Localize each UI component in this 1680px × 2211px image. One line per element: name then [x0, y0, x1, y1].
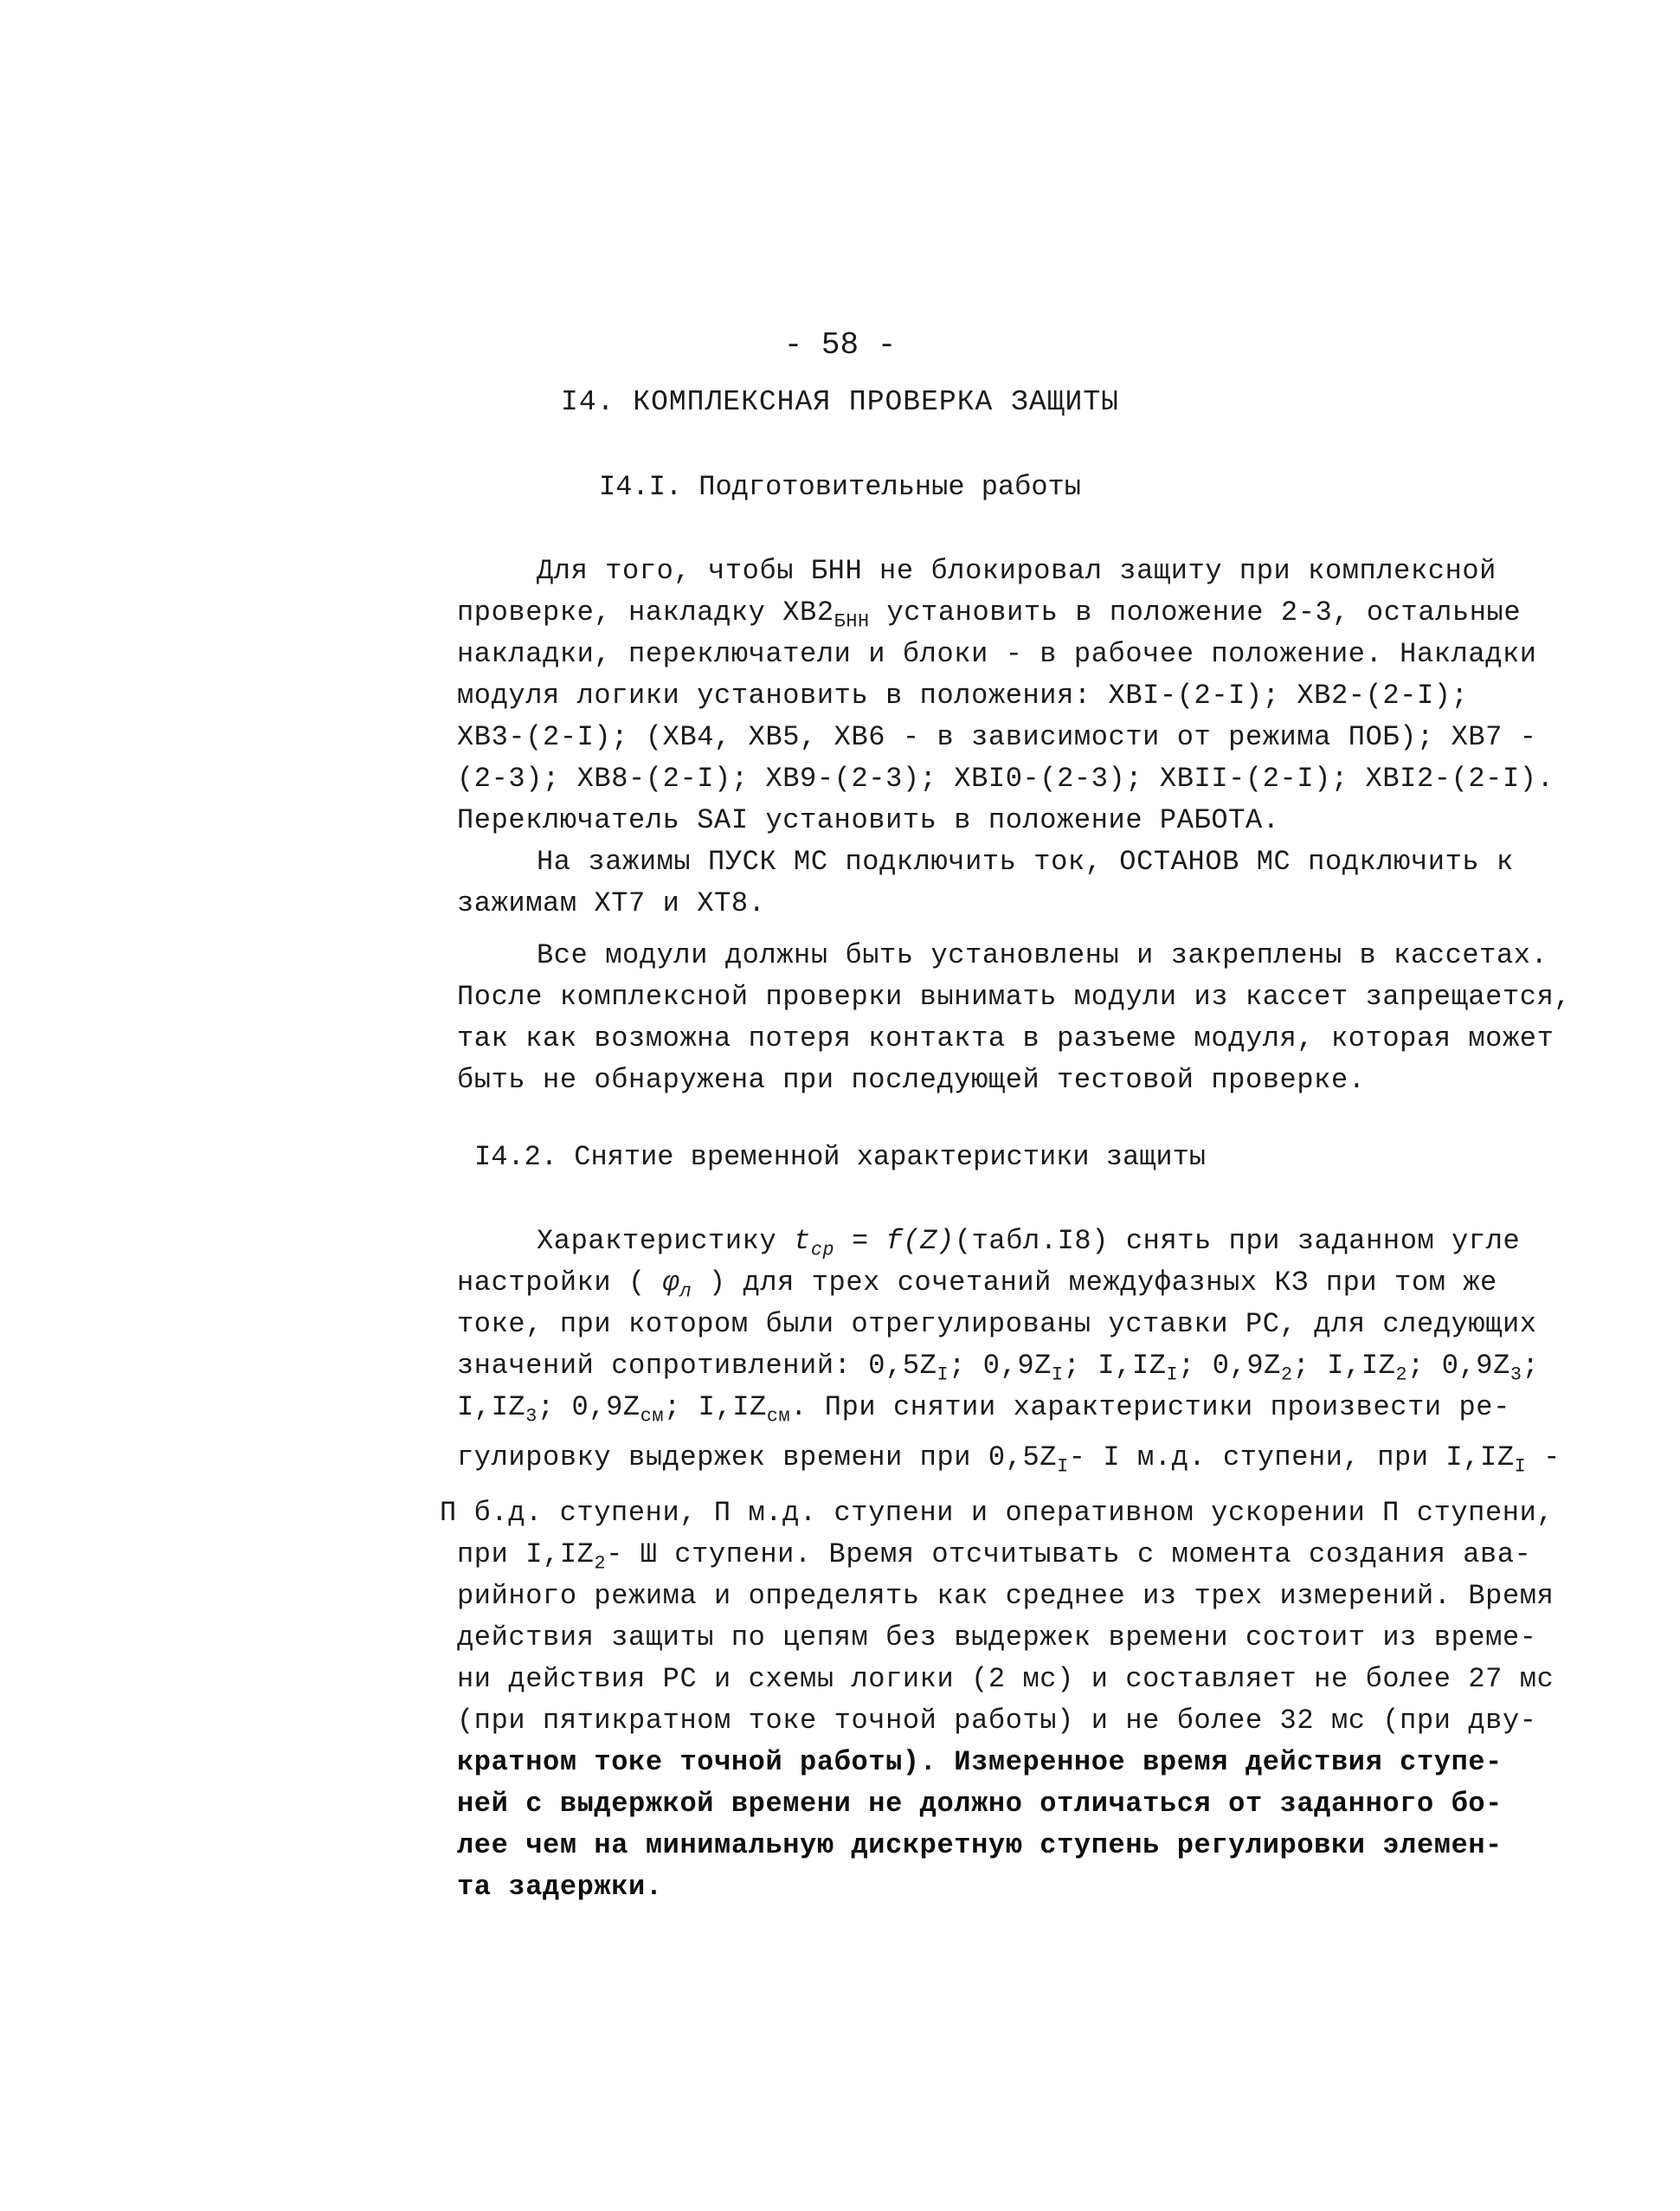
subscript: 2 — [1280, 1363, 1293, 1386]
paragraph-line — [457, 1390, 1510, 1434]
paragraph-line: рийного режима и определять как среднее из трех измерений. Время — [457, 1580, 1554, 1612]
text-fragment: (табл.I8) снять при заданном угле — [954, 1225, 1521, 1257]
subscript: I — [1051, 1363, 1064, 1386]
paragraph-line: модуля логики установить в положения: XBI-(2-I); XB2-(2-I); — [457, 680, 1469, 712]
subscript: 2 — [594, 1552, 607, 1575]
subscript: л — [679, 1280, 692, 1303]
subscript: I — [1057, 1455, 1069, 1478]
formula-symbol: φ — [662, 1267, 680, 1299]
paragraph-line: (2-3); XB8-(2-I); XB9-(2-3); XBI0-(2-3); XBII-(2-I); XBI2-(2-I). — [457, 763, 1554, 795]
subscript: БНН — [834, 610, 870, 633]
text-fragment: гулировку выдержек времени при 0,5Z — [457, 1441, 1058, 1473]
paragraph-line: Переключатель SAI установить в положение РАБОТА. — [457, 804, 1280, 836]
text-fragment: установить в положение 2-3, остальные — [869, 596, 1522, 628]
text-fragment: ; I,IZ — [664, 1391, 767, 1423]
paragraph-line: накладки, переключатели и блоки - в рабочее положение. Накладки — [457, 638, 1537, 670]
paragraph-line: П б.д. ступени, П м.д. ступени и оперативном ускорении П ступени, — [440, 1497, 1554, 1529]
paragraph-line: та задержки. — [457, 1871, 663, 1903]
subscript: 2 — [1395, 1363, 1408, 1386]
paragraph-line — [537, 1224, 1520, 1267]
paragraph-line: После комплексной проверки вынимать модули из кассет запрещается, — [457, 981, 1572, 1013]
paragraph-line: ни действия РС и схемы логики (2 мс) и составляет не более 27 мс — [457, 1663, 1554, 1695]
paragraph-line: Для того, чтобы БНН не блокировал защиту при комплексной — [537, 555, 1497, 587]
subscript: I — [937, 1363, 949, 1386]
paragraph-line — [457, 1266, 1497, 1309]
text-fragment: - — [1526, 1441, 1561, 1473]
text-fragment: - Ш ступени. Время отсчитывать с момента создания ава- — [606, 1538, 1532, 1570]
text-fragment: проверке, накладку XB2 — [457, 596, 834, 628]
text-fragment: I,IZ — [457, 1391, 526, 1423]
text-fragment: ; 0,9Z — [949, 1350, 1052, 1382]
paragraph-line: так как возможна потеря контакта в разъеме модуля, которая может — [457, 1022, 1554, 1054]
paragraph-line — [457, 1537, 1531, 1581]
text-fragment: ; 0,9Z — [537, 1391, 640, 1423]
subsection-title: I4.I. Подготовительные работы — [599, 471, 1081, 503]
subsection-title: I4.2. Снятие временной характеристики защиты — [474, 1141, 1206, 1173]
section-title: I4. КОМПЛЕКСНАЯ ПРОВЕРКА ЗАЩИТЫ — [561, 386, 1119, 418]
subscript: ср — [810, 1239, 835, 1261]
text-fragment: ; 0,9Z — [1178, 1350, 1281, 1382]
paragraph-line: кратном токе точной работы). Измеренное время действия ступе- — [457, 1746, 1503, 1778]
paragraph-line: ней с выдержкой времени не должно отличаться от заданного бо- — [457, 1788, 1503, 1820]
paragraph-line: (при пятикратном токе точной работы) и не более 32 мс (при дву- — [457, 1705, 1537, 1737]
paragraph-line: Все модули должны быть установлены и закреплены в кассетах. — [537, 939, 1548, 971]
paragraph-line — [457, 1441, 1561, 1484]
text-fragment: значений сопротивлений: 0,5Z — [457, 1350, 937, 1382]
subscript: 3 — [1509, 1363, 1522, 1386]
subscript: см — [640, 1405, 665, 1428]
formula-symbol: t — [794, 1225, 811, 1257]
subscript: I — [1514, 1455, 1527, 1478]
page-number: - 58 - — [783, 327, 897, 363]
subscript: 3 — [525, 1405, 537, 1428]
text-fragment: ; 0,9Z — [1407, 1350, 1510, 1382]
paragraph-line: действия защиты по цепям без выдержек времени состоит из време- — [457, 1621, 1537, 1653]
text-fragment: ) для трех сочетаний междуфазных КЗ при том же — [692, 1267, 1497, 1299]
text-fragment: = — [834, 1225, 886, 1257]
paragraph-line: зажимам XT7 и XT8. — [457, 887, 766, 919]
text-fragment: - I м.д. ступени, при I,IZ — [1068, 1441, 1515, 1473]
text-fragment: . При снятии характеристики произвести ре- — [790, 1391, 1510, 1423]
paragraph-line: лее чем на минимальную дискретную ступень регулировки элемен- — [457, 1829, 1503, 1861]
paragraph-line: XB3-(2-I); (XB4, XB5, XB6 - в зависимости от режима ПОБ); XB7 - — [457, 721, 1537, 753]
text-fragment: настройки ( — [457, 1267, 663, 1299]
paragraph-line: быть не обнаружена при последующей тестовой проверке. — [457, 1064, 1366, 1096]
paragraph-line: На зажимы ПУСК МС подключить ток, ОСТАНОВ МС подключить к — [537, 846, 1514, 878]
text-fragment: ; I,IZ — [1063, 1350, 1167, 1382]
text-fragment: ; — [1522, 1350, 1540, 1382]
subscript: см — [766, 1405, 791, 1428]
text-fragment: Характеристику — [537, 1225, 795, 1257]
subscript: I — [1166, 1363, 1179, 1386]
text-fragment: при I,IZ — [457, 1538, 595, 1570]
formula-symbol: f(Z) — [885, 1225, 955, 1257]
paragraph-line — [457, 596, 1521, 639]
text-fragment: ; I,IZ — [1292, 1350, 1396, 1382]
paragraph-line: токе, при котором были отрегулированы уставки РС, для следующих — [457, 1308, 1537, 1340]
paragraph-line — [457, 1349, 1539, 1392]
